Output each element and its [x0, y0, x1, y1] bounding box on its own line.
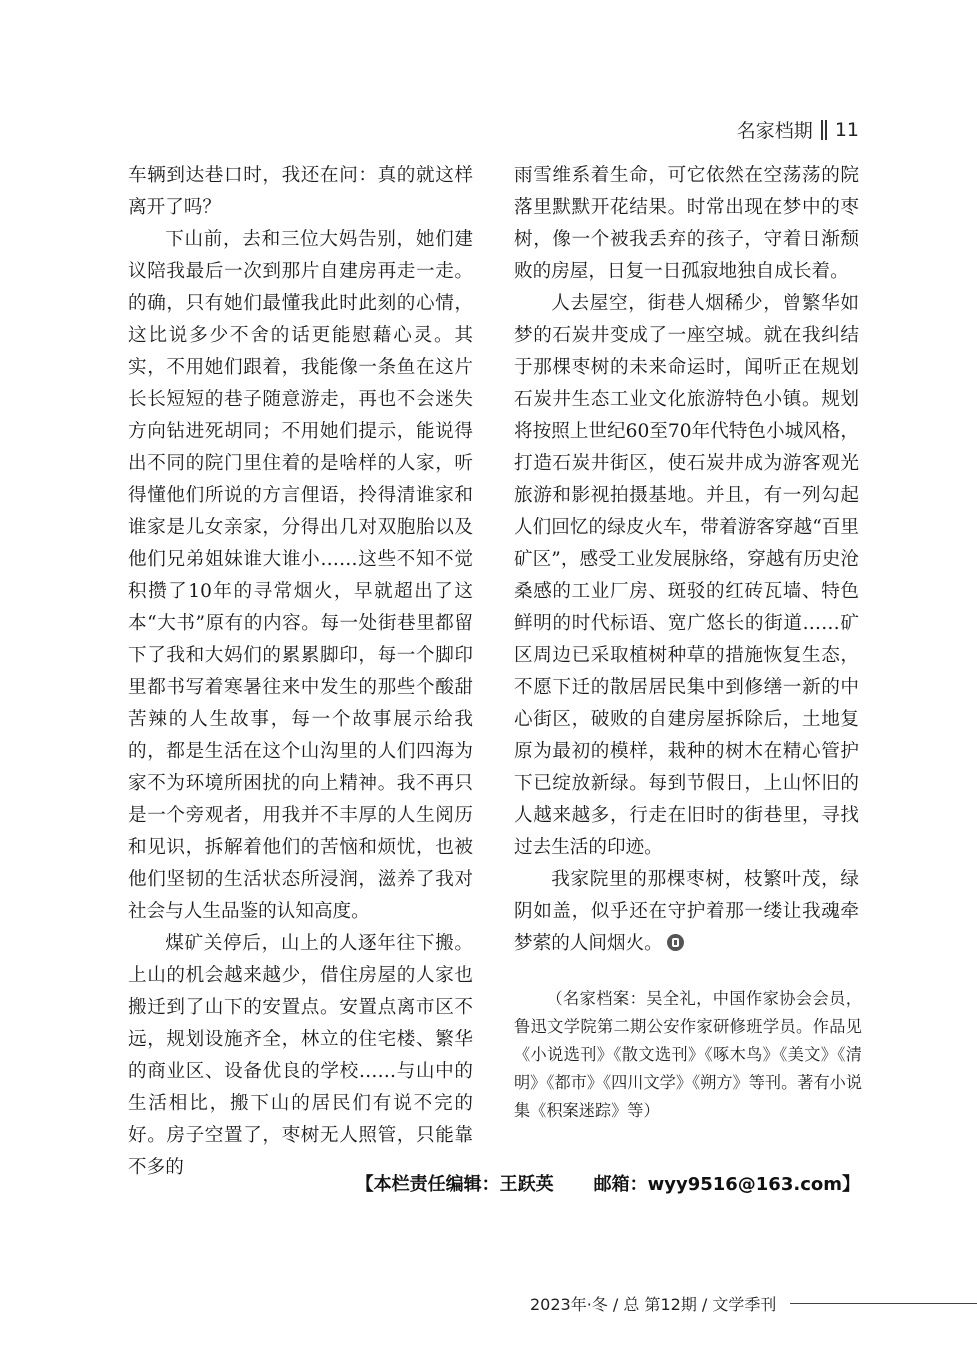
header-separator: [821, 120, 827, 140]
paragraph: 煤矿关停后，山上的人逐年往下搬。上山的机会越来越少，借住房屋的人家也搬迁到了山下的安置点。安置点离市区不远，规划设施齐全，林立的住宅楼、繁华的商业区、设备优良的学校……与山中的生活相比，搬下山的居民们有说不完的好。房子空置了，枣树无人照管，只能靠不多的: [128, 933, 473, 1178]
paragraph-text: 我家院里的那棵枣树，枝繁叶茂，绿阴如盖，似乎还在守护着那一缕让我魂牵梦萦的人间烟火。: [514, 869, 859, 954]
right-column: [514, 160, 859, 960]
paragraph: 下山前，去和三位大妈告别，她们建议陪我最后一次到那片自建房再走一走。的确，只有她们最懂我此时此刻的心情，这比说多少不舍的话更能慰藉心灵。其实，不用她们跟着，我能像一条鱼在这片长长短短的巷子随意游走，再也不会迷失方向钻进死胡同；不用她们提示，能说得出不同的院门里住着的是啥样的人家，听得懂他们所说的方言俚语，拎得清谁家和谁家是儿女亲家，分得出几对双胞胎以及他们兄弟姐妹谁大谁小……这些不知不觉积攒了10年的寻常烟火，早就超出了这本“大书”原有的内容。每一处街巷里都留下了我和大妈们的累累脚印，每一个脚印里都书写着寒暑往来中发生的那些个酸甜苦辣的人生故事，每一个故事展示给我的，都是生活在这个山沟里的人们四海为家不为环境所困扰的向上精神。我不再只是一个旁观者，用我并不丰厚的人生阅历和见识，拆解着他们的苦恼和烦忧，也被他们坚韧的生活状态所浸润，滋养了我对社会与人生品鉴的认知高度。: [128, 229, 473, 922]
issue-info: 2023年·冬 / 总 第12期 / 文学季刊: [530, 1295, 777, 1314]
left-column: [128, 160, 473, 1184]
editor-name: 【本栏责任编辑：王跃英: [355, 1174, 554, 1195]
page-number: 11: [834, 118, 859, 141]
paragraph: 车辆到达巷口时，我还在问：真的就这样离开了吗？: [128, 165, 473, 218]
editor-email: 邮箱：wyy9516@163.com】: [593, 1174, 860, 1195]
end-of-article-icon: [667, 934, 684, 951]
page-footer: [530, 1292, 977, 1315]
paragraph: [514, 864, 859, 960]
running-header: [737, 116, 859, 143]
author-profile-text: （名家档案：吴全礼，中国作家协会会员，鲁迅文学院第二期公安作家研修班学员。作品见《小说选刊》《散文选刊》《啄木鸟》《美文》《清明》《都市》《四川文学》《朔方》等刊。著有小说集《积案迷踪》等）: [514, 989, 863, 1120]
section-title: 名家档期: [736, 120, 813, 142]
author-profile: [514, 985, 862, 1125]
paragraph: 人去屋空，街巷人烟稀少，曾繁华如梦的石炭井变成了一座空城。就在我纠结于那棵枣树的未来命运时，闻听正在规划石炭井生态工业文化旅游特色小镇。规划将按照上世纪60至70年代特色小城风格，打造石炭井街区，使石炭井成为游客观光旅游和影视拍摄基地。并且，有一列勾起人们回忆的绿皮火车，带着游客穿越“百里矿区”，感受工业发展脉络，穿越有历史沧桑感的工业厂房、斑驳的红砖瓦墙、特色鲜明的时代标语、宽广悠长的街道……矿区周边已采取植树种草的措施恢复生态，不愿下迁的散居居民集中到修缮一新的中心街区，破败的自建房屋拆除后，土地复原为最初的模样，栽种的树木在精心管护下已绽放新绿。每到节假日，上山怀旧的人越来越多，行走在旧时的街巷里，寻找过去生活的印迹。: [514, 293, 859, 858]
editor-credit: [356, 1170, 860, 1196]
footer-rule: [790, 1303, 977, 1304]
paragraph: 雨雪维系着生命，可它依然在空荡荡的院落里默默开花结果。时常出现在梦中的枣树，像一个被我丢弃的孩子，守着日渐颓败的房屋，日复一日孤寂地独自成长着。: [514, 165, 859, 282]
